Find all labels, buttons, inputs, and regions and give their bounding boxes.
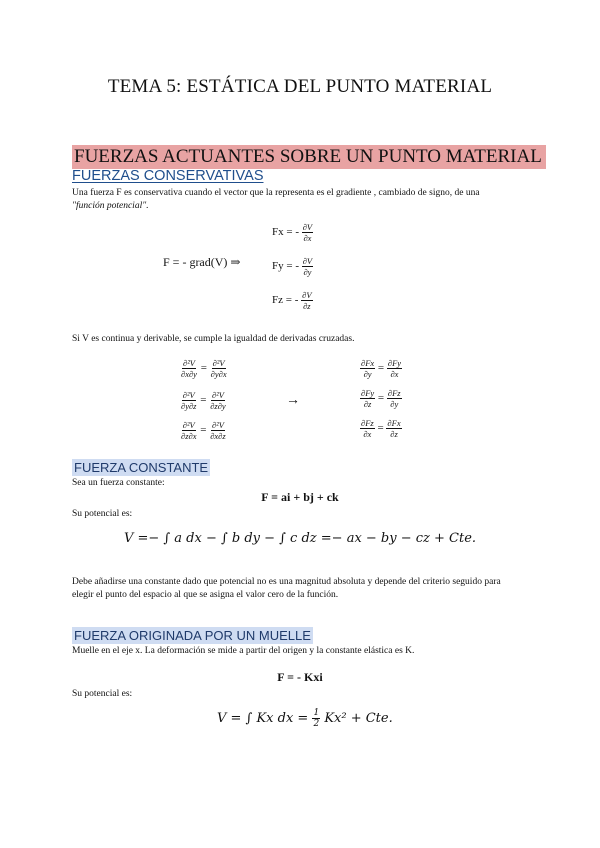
constant-force-heading: FUERZA CONSTANTE xyxy=(74,460,209,475)
fz-label: Fz = - xyxy=(272,294,299,307)
fx-denominator: ∂x xyxy=(303,233,312,243)
page-title: TEMA 5: ESTÁTICA DEL PUNTO MATERIAL xyxy=(107,76,493,97)
implies-arrow: → xyxy=(286,393,300,408)
spring-force-intro: Muelle en el eje x. La deformación se mide a partir del origen y la constante elástica es K. xyxy=(72,646,415,656)
fraction-numerator: ∂²V xyxy=(182,420,195,430)
fz-denominator: ∂z xyxy=(303,301,311,311)
cross-fraction xyxy=(360,418,375,439)
cross-fraction xyxy=(387,358,402,379)
fraction-numerator: ∂Fx xyxy=(387,418,401,428)
equals-sign: = xyxy=(377,362,385,375)
fraction-denominator: ∂y xyxy=(390,399,399,409)
fx-fraction xyxy=(302,222,313,243)
cross-fraction xyxy=(180,390,197,411)
fraction-numerator: ∂Fz xyxy=(387,388,401,398)
equals-sign: = xyxy=(377,422,384,435)
cross-fraction xyxy=(180,358,198,379)
fy-numerator: ∂V xyxy=(302,256,313,266)
cross-fraction xyxy=(209,420,226,441)
conservative-intro-line2: "función potencial". xyxy=(72,201,149,211)
cross-right-row1 xyxy=(360,358,402,379)
cross-right-row2 xyxy=(360,388,402,409)
cross-derivatives-text: Si V es continua y derivable, se cumple la igualdad de derivadas cruzadas. xyxy=(72,334,355,344)
cross-fraction xyxy=(386,418,401,439)
fraction-numerator: ∂²V xyxy=(211,420,224,430)
constant-potential-equation: V =− ∫ a dx − ∫ b dy − ∫ c dz =− ax − by − cz + Cte. xyxy=(123,531,477,546)
fraction-numerator: ∂²V xyxy=(212,358,225,368)
spring-force-equation: F = - Kxi xyxy=(277,670,323,684)
cross-fraction xyxy=(387,388,402,409)
equals-sign: = xyxy=(200,424,207,437)
fraction-numerator: ∂²V xyxy=(182,390,195,400)
fraction-numerator: ∂Fy xyxy=(361,388,375,398)
spring-potential-label: Su potencial es: xyxy=(72,689,133,699)
fraction-denominator: ∂x xyxy=(363,429,372,439)
fraction-numerator: ∂Fx xyxy=(361,358,375,368)
cross-left-row3 xyxy=(180,420,227,441)
fx-label: Fx = - xyxy=(272,226,299,239)
fy-label: Fy = - xyxy=(272,260,299,273)
fraction-numerator: ∂Fy xyxy=(387,358,402,368)
equals-sign: = xyxy=(200,362,207,375)
cross-left-row2 xyxy=(180,390,227,411)
fy-denominator: ∂y xyxy=(303,267,312,277)
fraction-denominator: ∂z∂x xyxy=(181,431,197,441)
cross-right-row3 xyxy=(360,418,402,439)
fy-equation xyxy=(272,256,313,277)
half-numerator: 1 xyxy=(313,708,320,718)
one-half-fraction xyxy=(312,708,320,729)
fraction-denominator: ∂x∂y xyxy=(181,369,197,379)
equals-sign: = xyxy=(377,392,385,405)
fz-equation xyxy=(272,290,313,311)
constant-potential-label: Su potencial es: xyxy=(72,509,133,519)
spring-potential-lhs: V = ∫ Kx dx = xyxy=(217,711,309,726)
cross-fraction xyxy=(360,358,375,379)
fraction-denominator: ∂z xyxy=(390,429,398,439)
constant-force-intro: Sea un fuerza constante: xyxy=(72,478,165,488)
subsection-heading: FUERZAS CONSERVATIVAS xyxy=(72,168,264,184)
fx-equation xyxy=(272,222,313,243)
fy-fraction xyxy=(302,256,313,277)
fraction-denominator: ∂y xyxy=(363,369,372,379)
conservative-intro-line1: Una fuerza F es conservativa cuando el vector que la representa es el gradiente , cambiado de signo, de una xyxy=(72,188,480,198)
gradient-main-equation: F = - grad(V) ⇒ xyxy=(163,255,241,269)
fraction-denominator: ∂z xyxy=(363,399,372,409)
fz-fraction xyxy=(301,290,312,311)
constant-force-equation: F = ai + bj + ck xyxy=(261,490,339,504)
fz-numerator: ∂V xyxy=(302,290,312,300)
spring-force-heading: FUERZA ORIGINADA POR UN MUELLE xyxy=(74,628,311,643)
fx-numerator: ∂V xyxy=(302,222,313,232)
constant-note-line2: elegir el punto del espacio al que se asigna el valor cero de la función. xyxy=(72,590,339,600)
cross-fraction xyxy=(360,388,375,409)
fraction-numerator: ∂²V xyxy=(211,390,224,400)
fraction-denominator: ∂x∂z xyxy=(210,431,226,441)
section-heading: FUERZAS ACTUANTES SOBRE UN PUNTO MATERIAL xyxy=(72,145,546,169)
fraction-denominator: ∂x xyxy=(390,369,399,379)
equals-sign: = xyxy=(200,394,207,407)
fraction-denominator: ∂y∂x xyxy=(210,369,227,379)
fraction-numerator: ∂²V xyxy=(183,358,195,368)
fraction-numerator: ∂Fz xyxy=(361,418,374,428)
fraction-denominator: ∂y∂z xyxy=(181,401,197,411)
fraction-denominator: ∂z∂y xyxy=(210,401,226,411)
spring-potential-rhs: Kx² + Cte. xyxy=(324,711,393,726)
cross-fraction xyxy=(209,390,226,411)
cross-fraction xyxy=(210,358,228,379)
constant-note-line1: Debe añadirse una constante dado que potencial no es una magnitud absoluta y depende del criterio seguido para xyxy=(72,577,501,587)
cross-left-row1 xyxy=(180,358,228,379)
half-denominator: 2 xyxy=(313,719,320,729)
cross-fraction xyxy=(180,420,197,441)
spring-potential-equation xyxy=(217,708,393,729)
